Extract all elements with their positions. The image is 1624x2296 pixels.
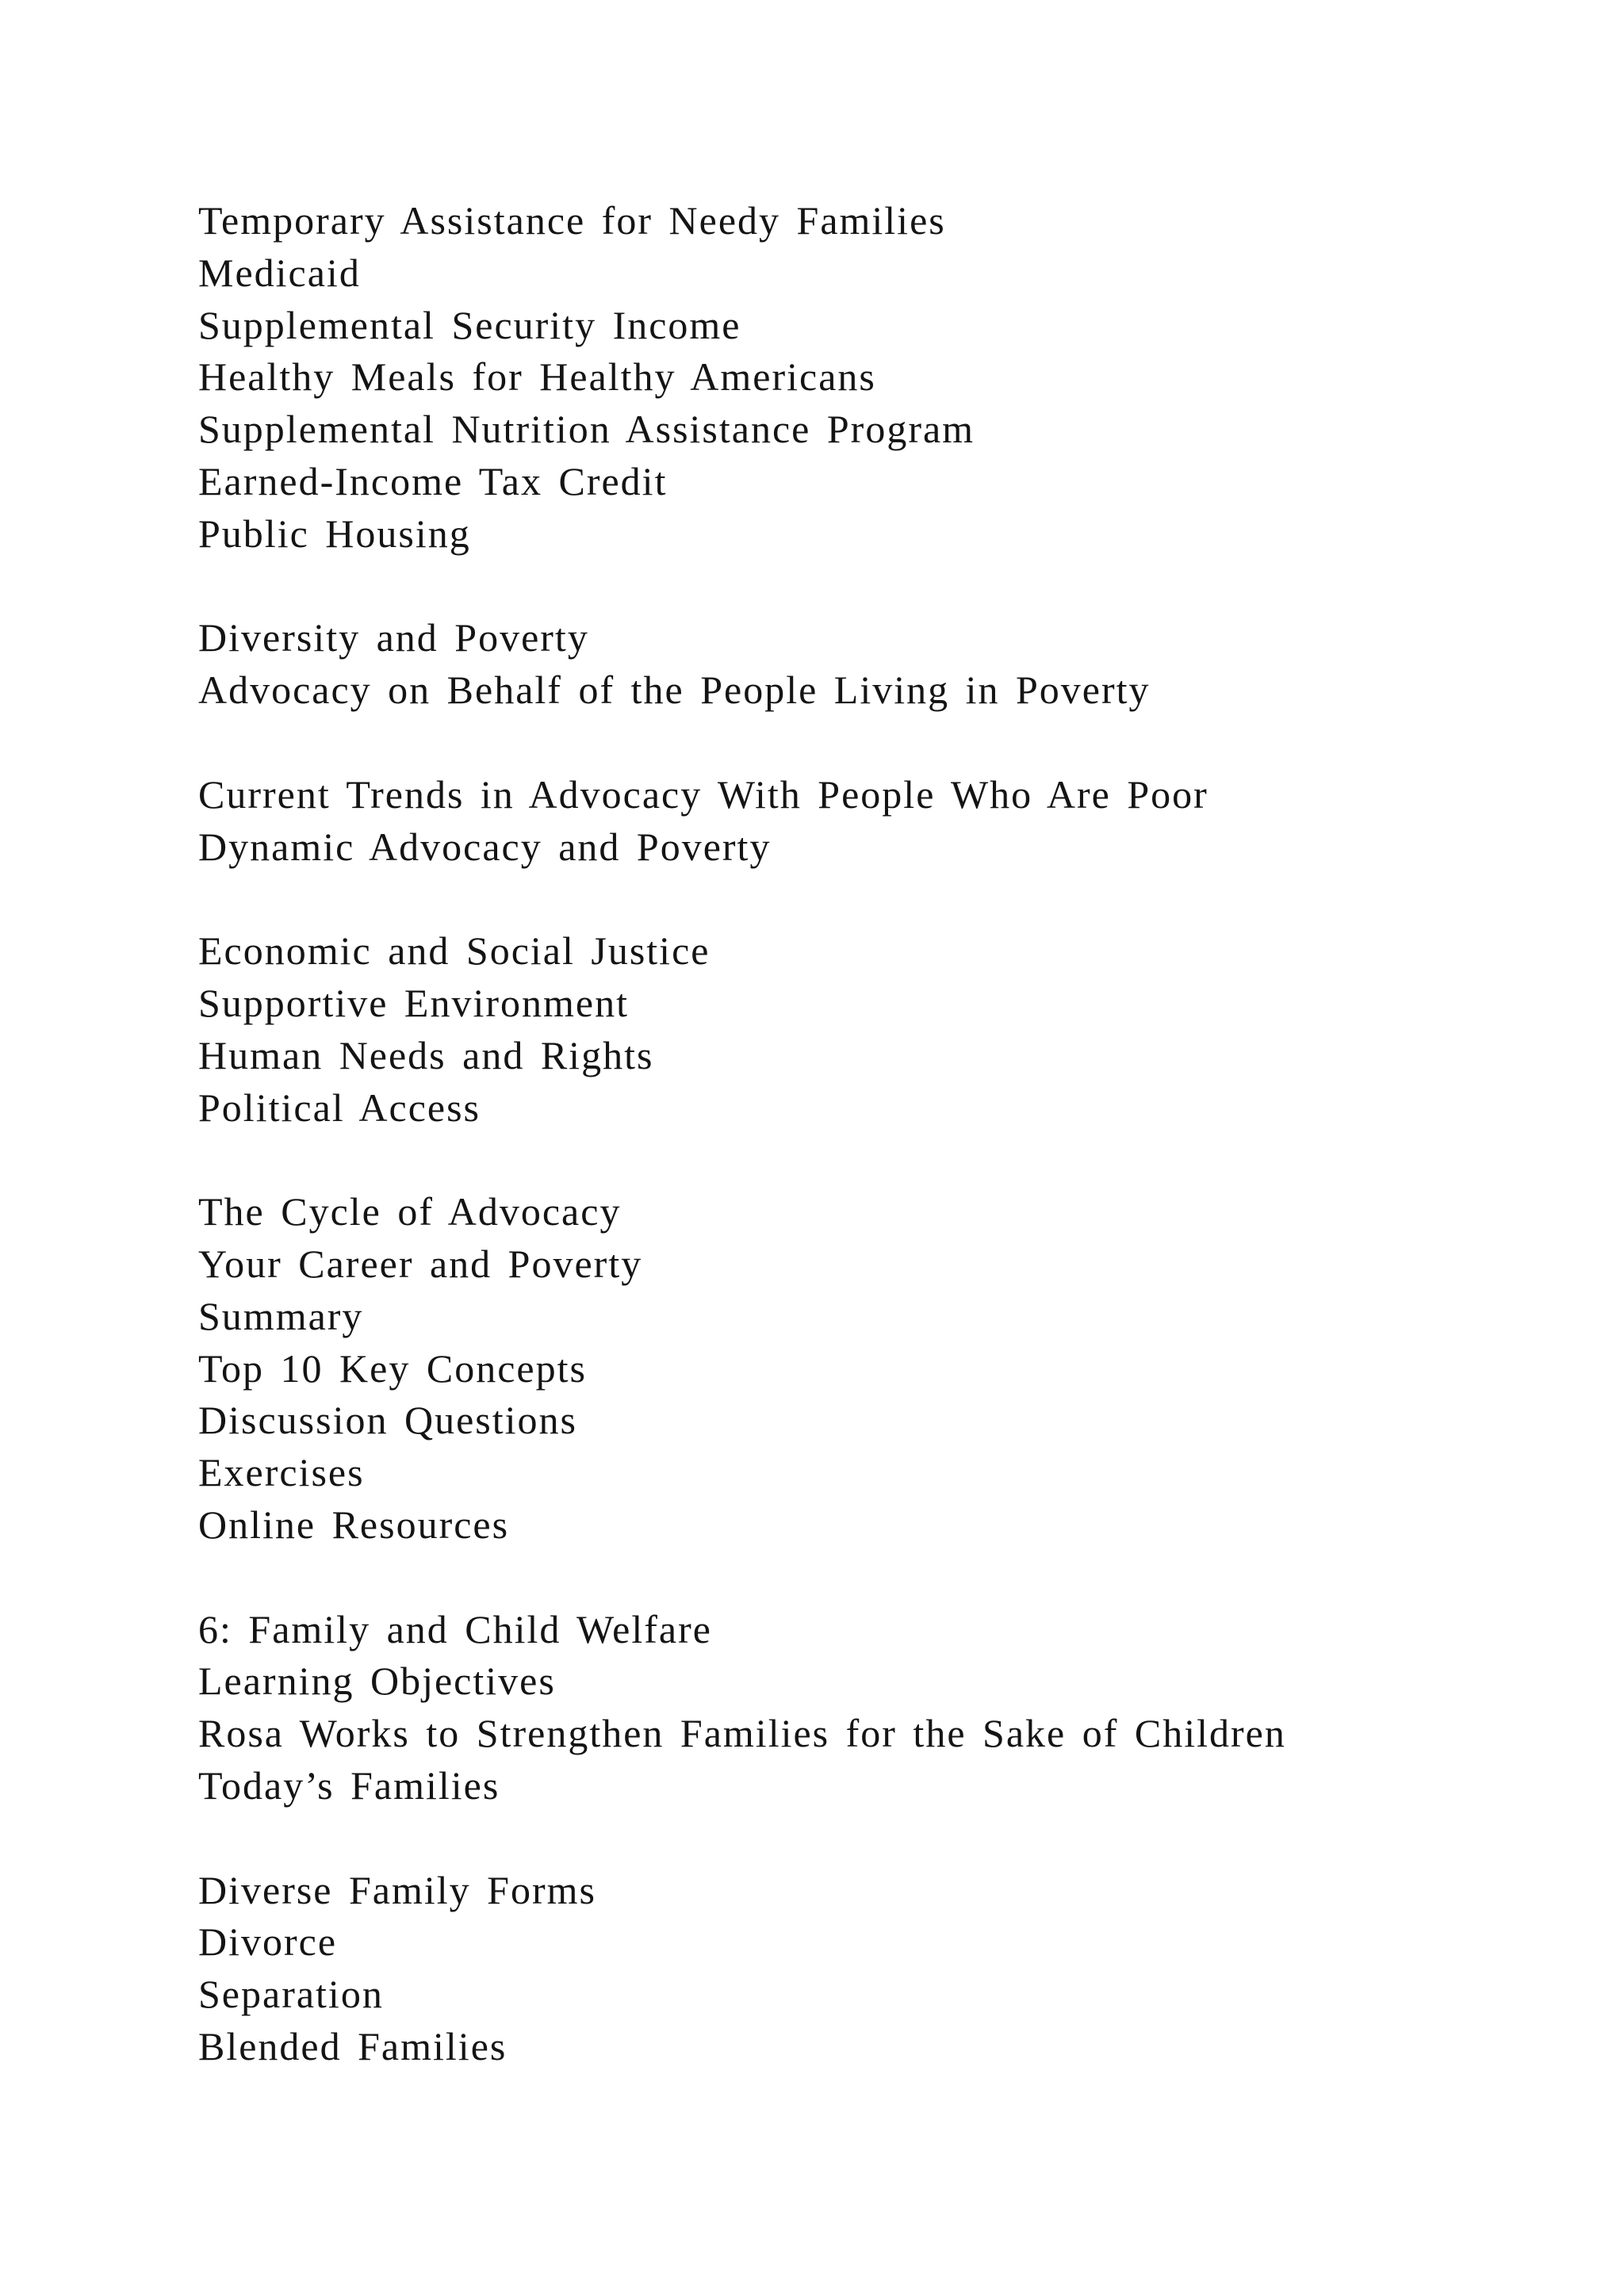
text-line: Divorce — [198, 1919, 338, 1965]
text-line: Advocacy on Behalf of the People Living in Poverty — [198, 668, 1151, 713]
text-line: Current Trends in Advocacy With People Who Are Poor — [198, 771, 1208, 817]
blank-line — [198, 561, 1546, 613]
blank-line — [198, 1552, 1546, 1604]
text-line: Supportive Environment — [198, 980, 629, 1025]
text-line: Medicaid — [198, 250, 361, 295]
text-line: Exercises — [198, 1450, 365, 1495]
document-text — [198, 195, 1546, 2073]
text-line: Online Resources — [198, 1502, 510, 1547]
text-line: Summary — [198, 1293, 364, 1338]
text-line: Earned-Income Tax Credit — [198, 458, 668, 503]
text-line: Public Housing — [198, 511, 471, 556]
text-line: Diverse Family Forms — [198, 1867, 596, 1912]
blank-line — [198, 717, 1546, 769]
text-line: Dynamic Advocacy and Poverty — [198, 824, 772, 869]
text-line: Human Needs and Rights — [198, 1032, 654, 1077]
text-line: Temporary Assistance for Needy Families — [198, 198, 946, 243]
text-line: Diversity and Poverty — [198, 615, 589, 660]
text-line: Discussion Questions — [198, 1398, 577, 1443]
text-line: Your Career and Poverty — [198, 1241, 643, 1286]
text-line: The Cycle of Advocacy — [198, 1189, 622, 1234]
text-line: Supplemental Security Income — [198, 302, 741, 347]
text-line: Top 10 Key Concepts — [198, 1345, 587, 1391]
text-line: Economic and Social Justice — [198, 928, 710, 974]
text-line: Rosa Works to Strengthen Families for the Sake of Children — [198, 1711, 1286, 1756]
blank-line — [198, 1812, 1546, 1865]
text-line: Separation — [198, 1972, 384, 2017]
text-line: Today’s Families — [198, 1762, 500, 1808]
text-line: Healthy Meals for Healthy Americans — [198, 354, 876, 400]
text-line: Blended Families — [198, 2023, 508, 2068]
text-line: Political Access — [198, 1085, 481, 1130]
text-line: Supplemental Nutrition Assistance Program — [198, 407, 975, 452]
text-line: Learning Objectives — [198, 1659, 556, 1704]
blank-line — [198, 873, 1546, 925]
text-line: 6: Family and Child Welfare — [198, 1606, 712, 1651]
blank-line — [198, 1134, 1546, 1186]
